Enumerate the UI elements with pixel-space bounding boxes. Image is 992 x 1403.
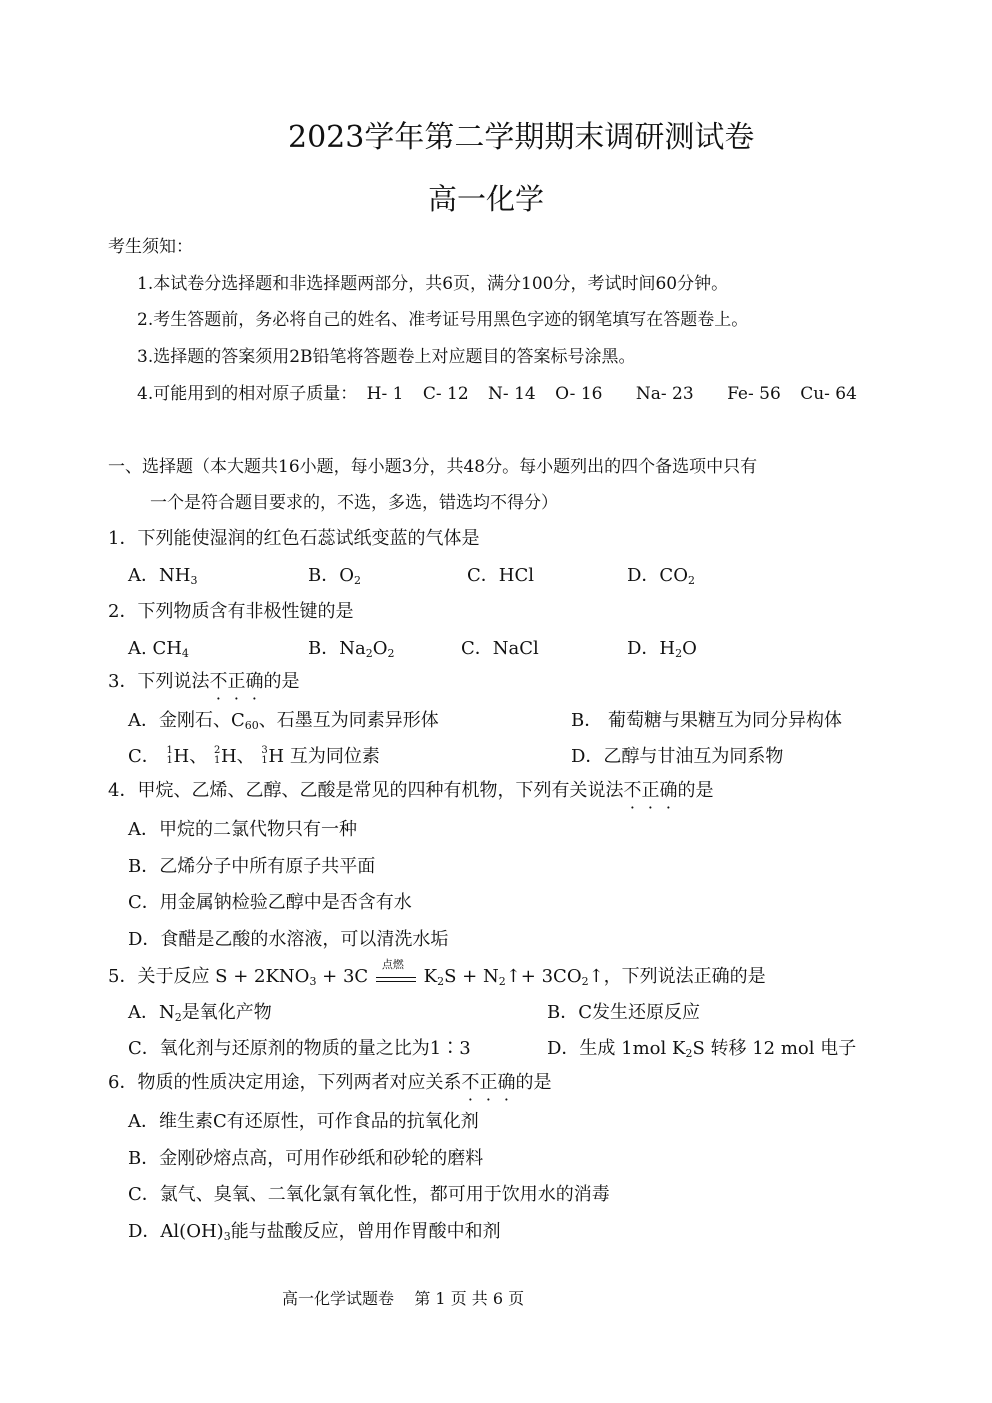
emphasis-char: 确: [497, 1072, 516, 1093]
q3-option-a: A．金刚石、$C_{60}$、石墨互为同素异形体: [128, 710, 439, 732]
q1-stem: 1．下列能使湿润的红色石蕊试纸变蓝的气体是: [108, 528, 480, 549]
emphasis-char: 不: [461, 1072, 480, 1093]
q3-stem: 3．下列说法不正确的是: [108, 671, 300, 692]
q2-option-c: C．NaCl: [461, 638, 539, 659]
q5-option-d: D．生成 1mol $K_2S$ 转移 12 mol 电子: [547, 1038, 857, 1060]
q2-option-a: A. $CH_4$: [128, 638, 189, 660]
section-heading-line-1: 一、选择题（本大题共16小题，每小题3分，共48分。每小题列出的四个备选项中只有: [108, 457, 758, 477]
q3-option-d: D．乙醇与甘油互为同系物: [571, 746, 784, 767]
q3-option-b: B． 葡萄糖与果糖互为同分异构体: [571, 710, 842, 731]
q6-option-d: D．$Al(OH)_3$能与盐酸反应，曾用作胃酸中和剂: [128, 1221, 501, 1243]
q1-option-c: C．HCl: [467, 565, 534, 586]
section-heading-line-2: 一个是符合题目要求的，不选，多选，错选均不得分）: [150, 493, 558, 513]
q6-stem: 6．物质的性质决定用途，下列两者对应关系不正确的是: [108, 1072, 552, 1093]
emphasis-char: 正: [227, 671, 246, 692]
emphasis-char: 正: [641, 780, 660, 801]
mass-cu: Cu- 64: [800, 384, 857, 404]
q6-option-c: C．氯气、臭氧、二氧化氯有氧化性，都可用于饮用水的消毒: [128, 1184, 610, 1205]
emphasis-char: 确: [659, 780, 678, 801]
mass-c: C- 12: [422, 384, 469, 404]
notice-item-3: 3.选择题的答案须用2B铅笔将答题卷上对应题目的答案标号涂黑。: [137, 347, 636, 367]
q5-option-b: B．C发生还原反应: [547, 1002, 700, 1023]
q5-option-c: C．氧化剂与还原剂的物质的量之比为1∶3: [128, 1038, 471, 1059]
page-footer: 高一化学试题卷 第 1 页 共 6 页: [282, 1289, 525, 1308]
notice-item-1: 1.本试卷分选择题和非选择题两部分，共6页，满分100分，考试时间60分钟。: [137, 274, 729, 294]
mass-o: O- 16: [555, 384, 603, 404]
q4-stem: 4．甲烷、乙烯、乙醇、乙酸是常见的四种有机物，下列有关说法不正确的是: [108, 780, 714, 801]
q1-option-a: A．$NH_3$: [128, 565, 198, 587]
q4-option-c: C．用金属钠检验乙醇中是否含有水: [128, 892, 412, 913]
page-subtitle: 高一化学: [428, 182, 545, 216]
masses-label: 4.可能用到的相对原子质量：: [137, 384, 358, 404]
q4-option-d: D．食醋是乙酸的水溶液，可以清洗水垢: [128, 929, 449, 950]
q4-option-a: A．甲烷的二氯代物只有一种: [128, 819, 357, 840]
emphasis-char: 不: [623, 780, 642, 801]
emphasis-char: 确: [245, 671, 264, 692]
isotope-notation: 2 1: [213, 745, 221, 766]
emphasis-char: 正: [479, 1072, 498, 1093]
q3-option-c: C． 1 1 H、 2 1 H、 3 1 H 互为同位素: [128, 745, 380, 767]
page-title: 2023学年第二学期期末调研测试卷: [288, 120, 755, 155]
isotope-notation: 1 1: [166, 745, 173, 766]
notice-item-2: 2.考生答题前，务必将自己的姓名、准考证号用黑色字迹的钢笔填写在答题卷上。: [137, 310, 749, 330]
mass-h: H- 1: [366, 384, 404, 404]
q4-option-b: B．乙烯分子中所有原子共平面: [128, 856, 376, 877]
emphasis-char: 不: [209, 671, 228, 692]
mass-n: N- 14: [488, 384, 536, 404]
reaction-condition-arrow: 点燃: [374, 966, 418, 988]
notice-item-4: [137, 383, 857, 405]
q5-stem: 5．关于反应 $S + 2KNO_3 + 3C$ 点燃 $K_2S$ + $N_2↑+$ $3CO_2↑$，下列说法正确的是: [108, 958, 766, 988]
q1-option-d: D．$CO_2$: [627, 565, 695, 587]
q2-option-d: D．$H_2O$: [627, 638, 697, 660]
isotope-notation: 3 1: [261, 745, 268, 766]
q2-option-b: B．$Na_2O_2$: [308, 638, 395, 660]
notice-heading: 考生须知：: [108, 237, 193, 257]
q2-stem: 2．下列物质含有非极性键的是: [108, 601, 354, 622]
q6-option-b: B．金刚砂熔点高，可用作砂纸和砂轮的磨料: [128, 1148, 484, 1169]
mass-fe: Fe- 56: [727, 384, 781, 404]
q6-option-a: A．维生素C有还原性，可作食品的抗氧化剂: [128, 1111, 479, 1132]
q5-option-a: A．$N_2$是氧化产物: [128, 1002, 272, 1024]
q1-option-b: B．$O_2$: [308, 565, 361, 587]
mass-na: Na- 23: [635, 384, 694, 404]
